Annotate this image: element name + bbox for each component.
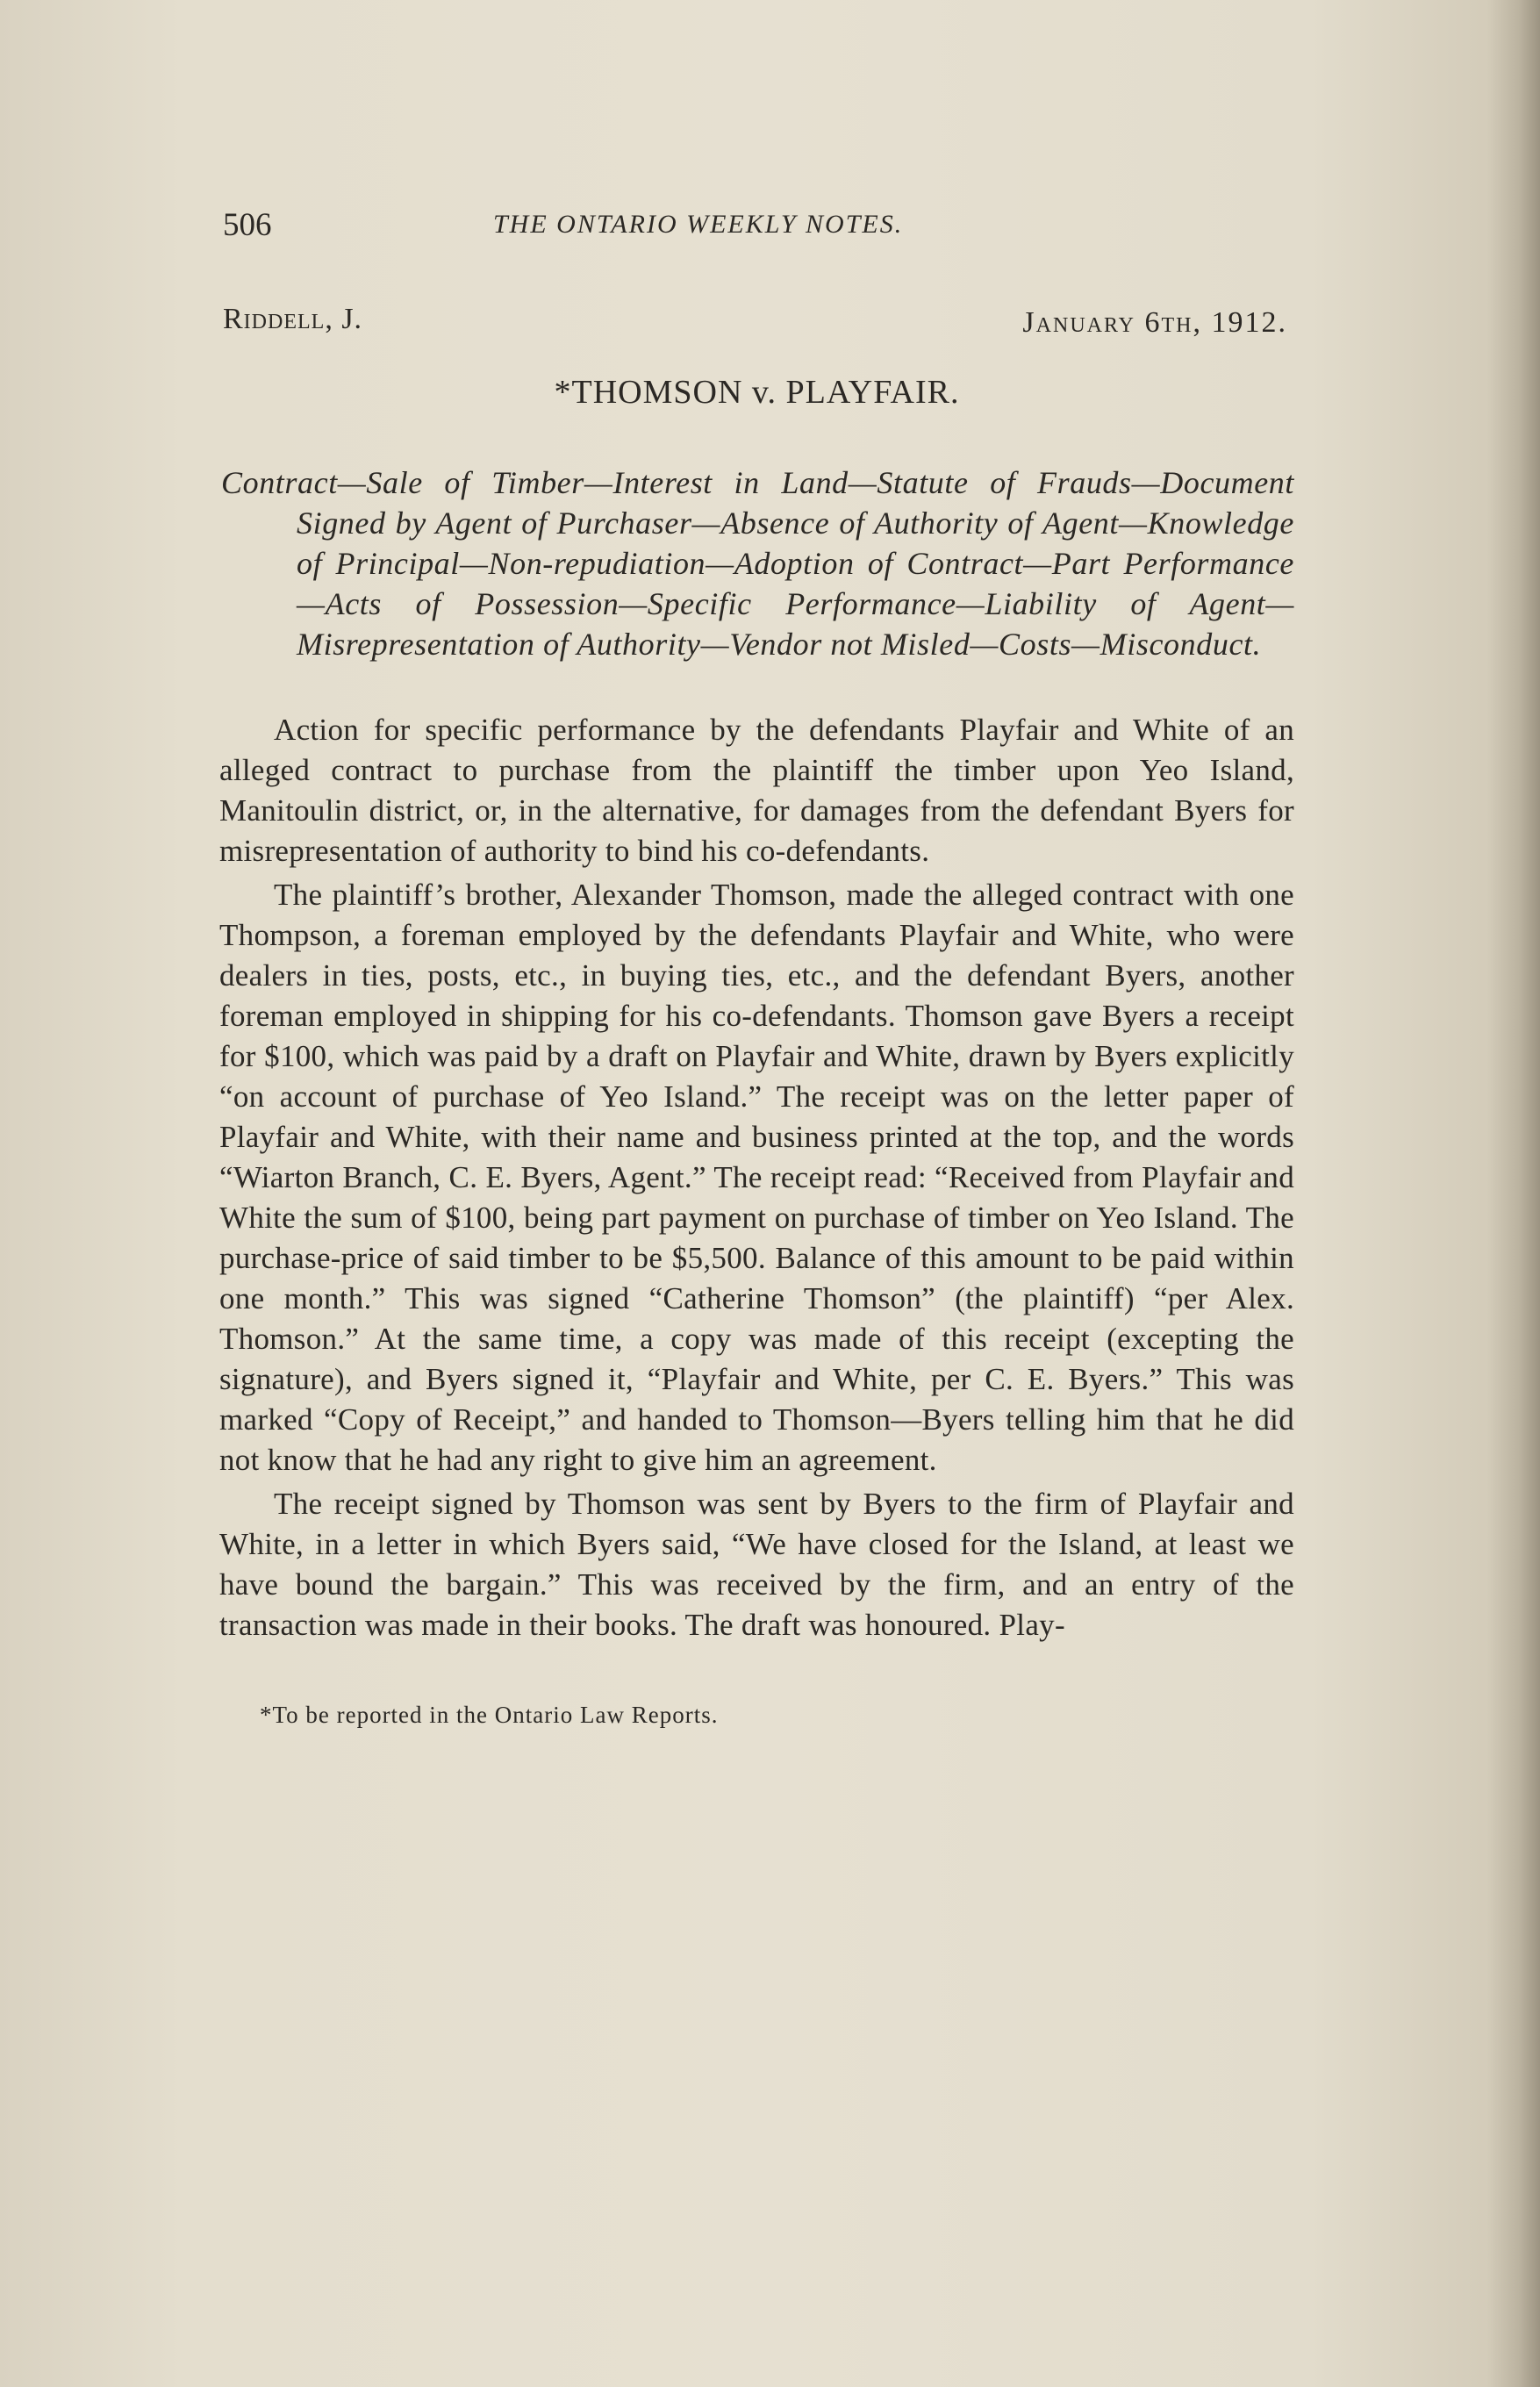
body-paragraph-3: The receipt signed by Thomson was sent by Byers to the firm of Playfair and White, in a letter in which Byers said, “We have closed for the Island, at least we have bound the bargain.” This was received by the firm, and an entry of the transaction was made in their books. The draft was honoured. Play- [219, 1487, 1294, 1642]
page-content [219, 206, 1294, 1729]
body-paragraph-1: Action for specific performance by the defendants Playfair and White of an alleged contract to purchase from the plaintiff the timber upon Yeo Island, Manitoulin district, or, in the alternative, for damages from the defendant Byers for misrepresentation of authority to bind his co-defendants. [219, 713, 1294, 868]
body-paragraph-2: The plaintiff’s brother, Alexander Thomson, made the alleged contract with one Thompson, a foreman employed by the defendants Playfair and White, who were dealers in ties, posts, etc., in buying ties, etc., and the defendant Byers, another foreman employed in shipping for his co-defendants. Thomson gave Byers a receipt for $100, which was paid by a draft on Playfair and White, drawn by Byers explicitly “on account of purchase of Yeo Island.” The receipt was on the letter paper of Playfair and White, with their name and business printed at the top, and the words “Wiarton Branch, C. E. Byers, Agent.” The receipt read: “Received from Playfair and White the sum of $100, being part payment on purchase of timber on Yeo Island. The purchase-price of said timber to be $5,500. Balance of this amount to be paid within one month.” This was signed “Catherine Thomson” (the plaintiff) “per Alex. Thomson.” At the same time, a copy was made of this receipt (excepting the signature), and Byers signed it, “Playfair and White, per C. E. Byers.” This was marked “Copy of Receipt,” and handed to Thomson—Byers telling him that he did not know that he had any right to give him an agreement. [219, 878, 1294, 1477]
case-title: *THOMSON v. PLAYFAIR. [554, 374, 960, 411]
judge-name: Riddell, J. [223, 303, 363, 335]
judge-date-line [219, 303, 1294, 364]
judgment-date: January 6th, 1912. [1022, 306, 1287, 339]
gutter-shadow [1487, 0, 1540, 2387]
journal-title: THE ONTARIO WEEKLY NOTES. [493, 210, 904, 239]
page-number: 506 [223, 207, 272, 243]
footnote: *To be reported in the Ontario Law Reports. [260, 1702, 719, 1728]
headnote: Contract—Sale of Timber—Interest in Land—Statute of Frauds—Document Signed by Agent of Purchaser—Absence of Authority of Agent—Knowledge of Principal—Non-repudiation—Adoption of Contract—Part Performance—Acts of Possession—Specific Performance—Liability of Agent—Misrepresentation of Authority—Vendor not Misled—Costs—Misconduct. [221, 465, 1294, 662]
running-head [219, 206, 1294, 259]
